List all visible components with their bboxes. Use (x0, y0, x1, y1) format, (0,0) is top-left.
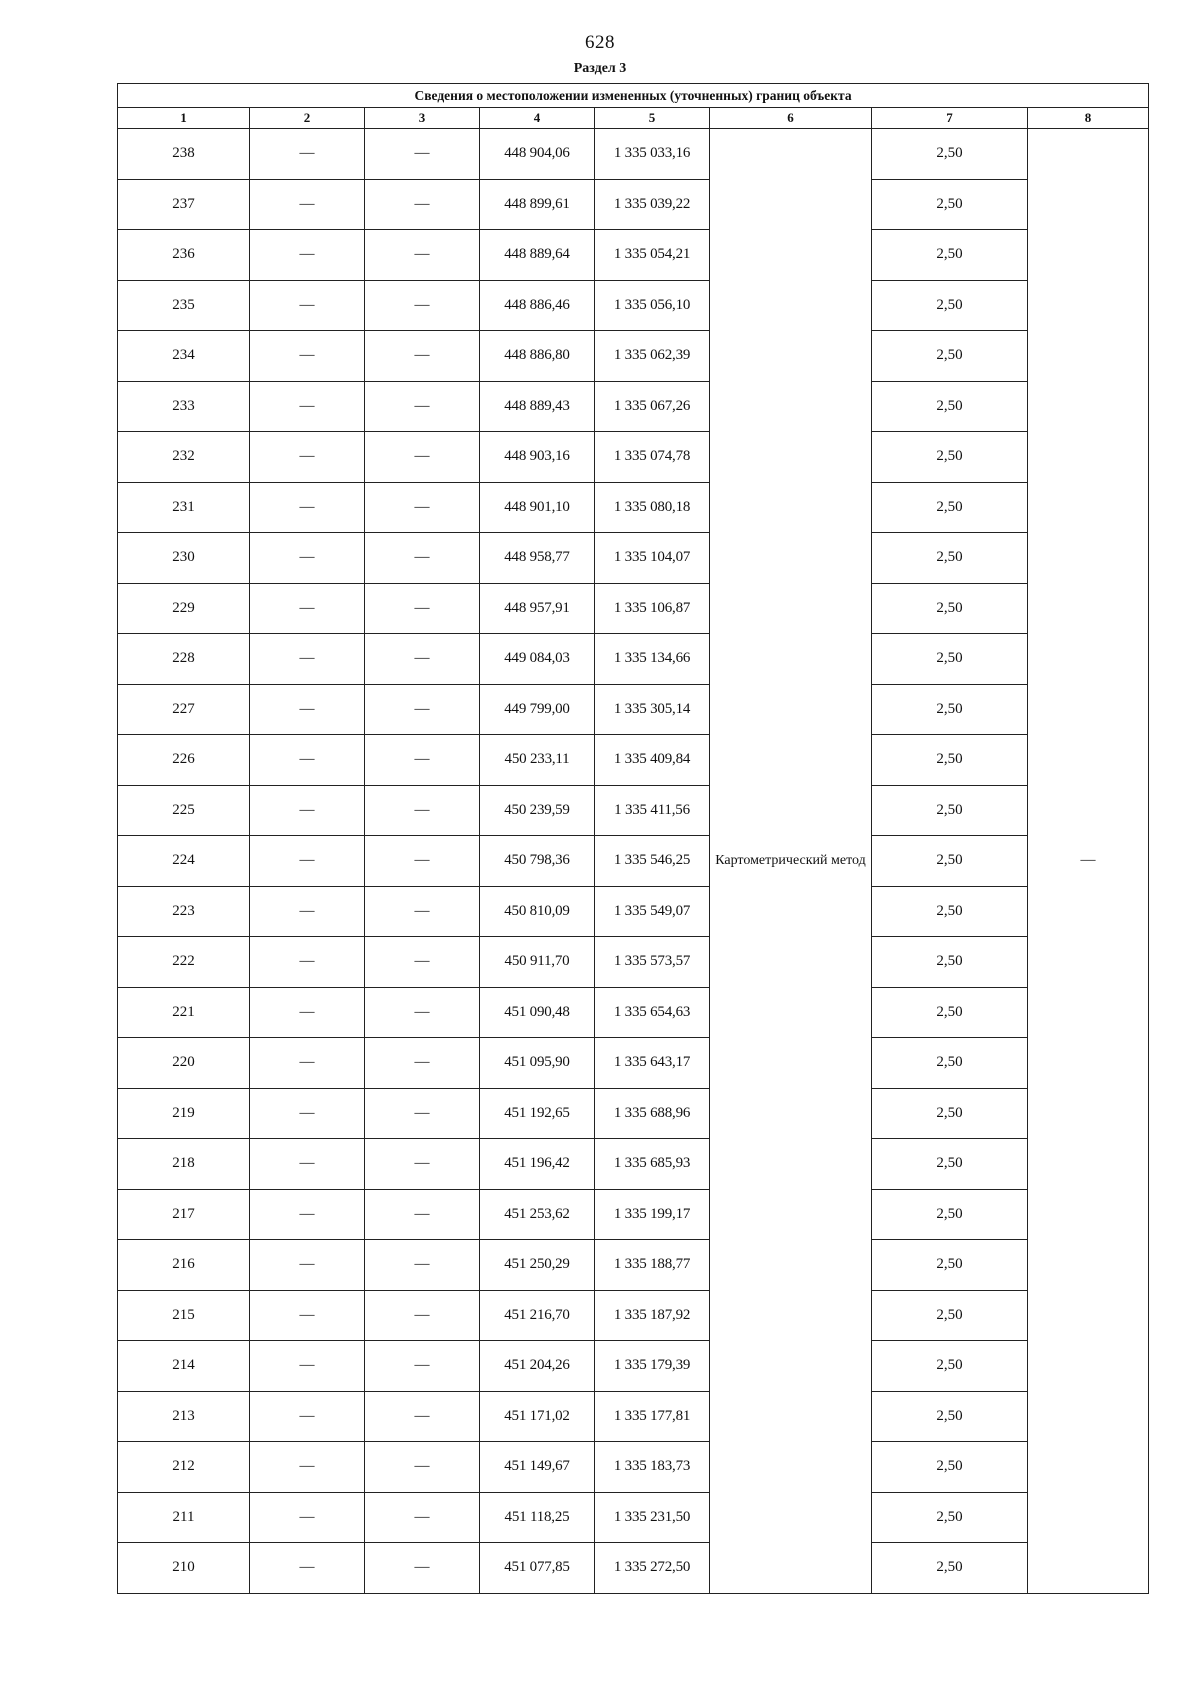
table-row (118, 1341, 1149, 1392)
x-coordinate-cell: 448 957,91 (480, 583, 595, 634)
y-coordinate-cell: 1 335 409,84 (595, 735, 710, 786)
column3-cell: — (365, 1139, 480, 1190)
point-number-cell: 221 (118, 987, 250, 1038)
y-coordinate-cell: 1 335 134,66 (595, 634, 710, 685)
accuracy-cell: 2,50 (872, 634, 1028, 685)
column3-cell: — (365, 634, 480, 685)
column3-cell: — (365, 1442, 480, 1493)
accuracy-cell: 2,50 (872, 230, 1028, 281)
table-row (118, 432, 1149, 483)
x-coordinate-cell: 451 250,29 (480, 1240, 595, 1291)
accuracy-cell: 2,50 (872, 1341, 1028, 1392)
accuracy-cell: 2,50 (872, 331, 1028, 382)
table-row (118, 129, 1149, 180)
table-row (118, 381, 1149, 432)
accuracy-cell: 2,50 (872, 1240, 1028, 1291)
accuracy-cell: 2,50 (872, 381, 1028, 432)
y-coordinate-cell: 1 335 067,26 (595, 381, 710, 432)
column3-cell: — (365, 987, 480, 1038)
y-coordinate-cell: 1 335 183,73 (595, 1442, 710, 1493)
x-coordinate-cell: 451 204,26 (480, 1341, 595, 1392)
column2-cell: — (250, 836, 365, 887)
y-coordinate-cell: 1 335 106,87 (595, 583, 710, 634)
column2-cell: — (250, 684, 365, 735)
point-number-cell: 228 (118, 634, 250, 685)
point-number-cell: 236 (118, 230, 250, 281)
column-number: 6 (710, 108, 872, 129)
accuracy-cell: 2,50 (872, 1492, 1028, 1543)
y-coordinate-cell: 1 335 643,17 (595, 1038, 710, 1089)
accuracy-cell: 2,50 (872, 937, 1028, 988)
x-coordinate-cell: 451 077,85 (480, 1543, 595, 1594)
accuracy-cell: 2,50 (872, 280, 1028, 331)
accuracy-cell: 2,50 (872, 1139, 1028, 1190)
column-number: 7 (872, 108, 1028, 129)
accuracy-cell: 2,50 (872, 583, 1028, 634)
x-coordinate-cell: 451 095,90 (480, 1038, 595, 1089)
accuracy-cell: 2,50 (872, 432, 1028, 483)
point-number-cell: 219 (118, 1088, 250, 1139)
x-coordinate-cell: 450 798,36 (480, 836, 595, 887)
column2-cell: — (250, 634, 365, 685)
column3-cell: — (365, 1492, 480, 1543)
column3-cell: — (365, 684, 480, 735)
column3-cell: — (365, 785, 480, 836)
y-coordinate-cell: 1 335 074,78 (595, 432, 710, 483)
accuracy-cell: 2,50 (872, 1442, 1028, 1493)
y-coordinate-cell: 1 335 549,07 (595, 886, 710, 937)
accuracy-cell: 2,50 (872, 1088, 1028, 1139)
y-coordinate-cell: 1 335 188,77 (595, 1240, 710, 1291)
column-number: 2 (250, 108, 365, 129)
column2-cell: — (250, 1391, 365, 1442)
column-number: 1 (118, 108, 250, 129)
column3-cell: — (365, 1391, 480, 1442)
table-row (118, 533, 1149, 584)
x-coordinate-cell: 450 233,11 (480, 735, 595, 786)
column2-cell: — (250, 482, 365, 533)
y-coordinate-cell: 1 335 688,96 (595, 1088, 710, 1139)
y-coordinate-cell: 1 335 199,17 (595, 1189, 710, 1240)
table-row (118, 1391, 1149, 1442)
y-coordinate-cell: 1 335 177,81 (595, 1391, 710, 1442)
column2-cell: — (250, 785, 365, 836)
y-coordinate-cell: 1 335 104,07 (595, 533, 710, 584)
accuracy-cell: 2,50 (872, 1391, 1028, 1442)
x-coordinate-cell: 448 899,61 (480, 179, 595, 230)
column2-cell: — (250, 1442, 365, 1493)
column2-cell: — (250, 129, 365, 180)
column3-cell: — (365, 482, 480, 533)
column2-cell: — (250, 1189, 365, 1240)
point-number-cell: 211 (118, 1492, 250, 1543)
column3-cell: — (365, 280, 480, 331)
x-coordinate-cell: 448 889,64 (480, 230, 595, 281)
point-number-cell: 215 (118, 1290, 250, 1341)
y-coordinate-cell: 1 335 054,21 (595, 230, 710, 281)
y-coordinate-cell: 1 335 272,50 (595, 1543, 710, 1594)
table-row (118, 1189, 1149, 1240)
column3-cell: — (365, 937, 480, 988)
point-number-cell: 212 (118, 1442, 250, 1493)
column2-cell: — (250, 1139, 365, 1190)
y-coordinate-cell: 1 335 573,57 (595, 937, 710, 988)
table-row (118, 1492, 1149, 1543)
column3-cell: — (365, 1290, 480, 1341)
x-coordinate-cell: 450 911,70 (480, 937, 595, 988)
page-number: 628 (585, 32, 615, 53)
point-number-cell: 235 (118, 280, 250, 331)
table-row (118, 331, 1149, 382)
table-row (118, 886, 1149, 937)
x-coordinate-cell: 448 886,46 (480, 280, 595, 331)
table-row (118, 785, 1149, 836)
column2-cell: — (250, 1492, 365, 1543)
point-number-cell: 222 (118, 937, 250, 988)
point-number-cell: 210 (118, 1543, 250, 1594)
x-coordinate-cell: 451 253,62 (480, 1189, 595, 1240)
column3-cell: — (365, 583, 480, 634)
accuracy-cell: 2,50 (872, 785, 1028, 836)
column3-cell: — (365, 1088, 480, 1139)
column2-cell: — (250, 937, 365, 988)
point-number-cell: 225 (118, 785, 250, 836)
y-coordinate-cell: 1 335 179,39 (595, 1341, 710, 1392)
point-number-cell: 227 (118, 684, 250, 735)
accuracy-cell: 2,50 (872, 129, 1028, 180)
table-row (118, 280, 1149, 331)
column3-cell: — (365, 129, 480, 180)
point-number-cell: 226 (118, 735, 250, 786)
column-number: 4 (480, 108, 595, 129)
table-row (118, 482, 1149, 533)
column2-cell: — (250, 381, 365, 432)
y-coordinate-cell: 1 335 187,92 (595, 1290, 710, 1341)
x-coordinate-cell: 451 196,42 (480, 1139, 595, 1190)
point-number-cell: 229 (118, 583, 250, 634)
column2-cell: — (250, 1088, 365, 1139)
accuracy-cell: 2,50 (872, 1543, 1028, 1594)
point-number-cell: 216 (118, 1240, 250, 1291)
column3-cell: — (365, 836, 480, 887)
column3-cell: — (365, 1189, 480, 1240)
accuracy-cell: 2,50 (872, 1290, 1028, 1341)
y-coordinate-cell: 1 335 231,50 (595, 1492, 710, 1543)
column2-cell: — (250, 331, 365, 382)
accuracy-cell: 2,50 (872, 482, 1028, 533)
table-row (118, 836, 1149, 887)
x-coordinate-cell: 448 903,16 (480, 432, 595, 483)
point-number-cell: 230 (118, 533, 250, 584)
table-caption: Сведения о местоположении измененных (уточненных) границ объекта (118, 84, 1149, 108)
table-row (118, 230, 1149, 281)
method-cell: Картометрический метод (710, 129, 872, 1594)
accuracy-cell: 2,50 (872, 886, 1028, 937)
column3-cell: — (365, 432, 480, 483)
point-number-cell: 231 (118, 482, 250, 533)
point-number-cell: 224 (118, 836, 250, 887)
x-coordinate-cell: 451 192,65 (480, 1088, 595, 1139)
table-row (118, 937, 1149, 988)
column3-cell: — (365, 1341, 480, 1392)
table-row (118, 179, 1149, 230)
table-body (118, 129, 1149, 1594)
y-coordinate-cell: 1 335 305,14 (595, 684, 710, 735)
column2-cell: — (250, 432, 365, 483)
y-coordinate-cell: 1 335 685,93 (595, 1139, 710, 1190)
table-row (118, 987, 1149, 1038)
boundary-points-table (117, 83, 1149, 1594)
point-number-cell: 220 (118, 1038, 250, 1089)
table-row (118, 1240, 1149, 1291)
x-coordinate-cell: 448 958,77 (480, 533, 595, 584)
table-row (118, 1038, 1149, 1089)
table-row (118, 1088, 1149, 1139)
column2-cell: — (250, 1543, 365, 1594)
x-coordinate-cell: 451 118,25 (480, 1492, 595, 1543)
point-number-cell: 234 (118, 331, 250, 382)
column2-cell: — (250, 280, 365, 331)
column-number: 5 (595, 108, 710, 129)
table-row (118, 1290, 1149, 1341)
column-number: 8 (1028, 108, 1149, 129)
point-number-cell: 237 (118, 179, 250, 230)
point-number-cell: 232 (118, 432, 250, 483)
x-coordinate-cell: 449 084,03 (480, 634, 595, 685)
column3-cell: — (365, 230, 480, 281)
x-coordinate-cell: 451 090,48 (480, 987, 595, 1038)
table-row (118, 583, 1149, 634)
x-coordinate-cell: 448 889,43 (480, 381, 595, 432)
y-coordinate-cell: 1 335 039,22 (595, 179, 710, 230)
column3-cell: — (365, 1038, 480, 1089)
column3-cell: — (365, 886, 480, 937)
column2-cell: — (250, 735, 365, 786)
y-coordinate-cell: 1 335 654,63 (595, 987, 710, 1038)
table-row (118, 684, 1149, 735)
column2-cell: — (250, 1341, 365, 1392)
column2-cell: — (250, 886, 365, 937)
point-number-cell: 214 (118, 1341, 250, 1392)
column2-cell: — (250, 230, 365, 281)
point-number-cell: 233 (118, 381, 250, 432)
column2-cell: — (250, 583, 365, 634)
table-row (118, 1442, 1149, 1493)
accuracy-cell: 2,50 (872, 735, 1028, 786)
column-number-row (118, 108, 1149, 129)
y-coordinate-cell: 1 335 080,18 (595, 482, 710, 533)
column8-cell: — (1028, 129, 1149, 1594)
point-number-cell: 213 (118, 1391, 250, 1442)
x-coordinate-cell: 448 901,10 (480, 482, 595, 533)
column-number: 3 (365, 108, 480, 129)
column2-cell: — (250, 1038, 365, 1089)
point-number-cell: 238 (118, 129, 250, 180)
y-coordinate-cell: 1 335 056,10 (595, 280, 710, 331)
column3-cell: — (365, 735, 480, 786)
point-number-cell: 218 (118, 1139, 250, 1190)
accuracy-cell: 2,50 (872, 836, 1028, 887)
column3-cell: — (365, 331, 480, 382)
x-coordinate-cell: 448 886,80 (480, 331, 595, 382)
x-coordinate-cell: 449 799,00 (480, 684, 595, 735)
accuracy-cell: 2,50 (872, 1189, 1028, 1240)
accuracy-cell: 2,50 (872, 987, 1028, 1038)
column2-cell: — (250, 987, 365, 1038)
accuracy-cell: 2,50 (872, 1038, 1028, 1089)
y-coordinate-cell: 1 335 033,16 (595, 129, 710, 180)
accuracy-cell: 2,50 (872, 179, 1028, 230)
y-coordinate-cell: 1 335 546,25 (595, 836, 710, 887)
section-title: Раздел 3 (573, 61, 627, 76)
y-coordinate-cell: 1 335 062,39 (595, 331, 710, 382)
table-row (118, 1139, 1149, 1190)
x-coordinate-cell: 450 810,09 (480, 886, 595, 937)
column2-cell: — (250, 1290, 365, 1341)
x-coordinate-cell: 451 171,02 (480, 1391, 595, 1442)
table-row (118, 735, 1149, 786)
point-number-cell: 217 (118, 1189, 250, 1240)
y-coordinate-cell: 1 335 411,56 (595, 785, 710, 836)
column3-cell: — (365, 381, 480, 432)
accuracy-cell: 2,50 (872, 533, 1028, 584)
accuracy-cell: 2,50 (872, 684, 1028, 735)
column3-cell: — (365, 1240, 480, 1291)
column2-cell: — (250, 533, 365, 584)
x-coordinate-cell: 451 216,70 (480, 1290, 595, 1341)
x-coordinate-cell: 451 149,67 (480, 1442, 595, 1493)
x-coordinate-cell: 448 904,06 (480, 129, 595, 180)
column2-cell: — (250, 179, 365, 230)
table-row (118, 1543, 1149, 1594)
column3-cell: — (365, 533, 480, 584)
column3-cell: — (365, 179, 480, 230)
x-coordinate-cell: 450 239,59 (480, 785, 595, 836)
column3-cell: — (365, 1543, 480, 1594)
column2-cell: — (250, 1240, 365, 1291)
table-row (118, 634, 1149, 685)
point-number-cell: 223 (118, 886, 250, 937)
